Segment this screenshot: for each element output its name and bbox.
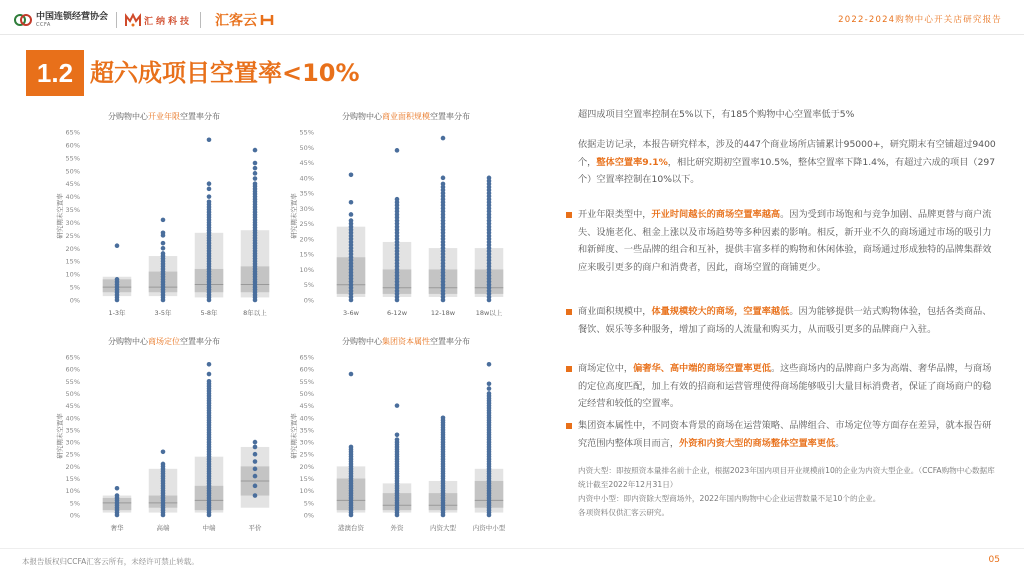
- footer-divider: [0, 548, 1024, 549]
- y-tick-label: 0%: [303, 511, 314, 520]
- chart-title-2: [342, 111, 470, 122]
- chart-capital-vacancy: [290, 349, 520, 539]
- data-point: [253, 445, 258, 450]
- y-tick-label: 60%: [65, 365, 80, 374]
- x-tick-label: 12-18w: [430, 309, 456, 317]
- y-tick-label: 50%: [299, 389, 314, 398]
- data-point: [487, 391, 492, 396]
- y-tick-label: 30%: [65, 218, 80, 227]
- data-point: [487, 381, 492, 386]
- data-point: [253, 161, 258, 166]
- data-point: [253, 440, 258, 445]
- data-point: [161, 462, 166, 467]
- report-title: 2022-2024购物中心开关店研究报告: [838, 15, 1002, 25]
- ccfa-abbr: CCFA: [36, 22, 51, 28]
- y-tick-label: 30%: [299, 204, 314, 213]
- y-tick-label: 50%: [299, 143, 314, 152]
- hky-logo: [209, 10, 274, 30]
- chart-title-post: 空置率分布: [430, 337, 470, 346]
- data-point: [253, 452, 258, 457]
- bullet-position: [578, 360, 996, 413]
- x-tick-label: 3-6w: [343, 309, 359, 317]
- chart-title-post: 空置率分布: [180, 112, 220, 121]
- paragraph-overall: [578, 136, 996, 189]
- data-point: [161, 450, 166, 455]
- huina-logo-icon: [125, 13, 141, 27]
- summary-text: 超四成项目空置率控制在5%以下，有185个购物中心空置率低于5%: [578, 109, 855, 120]
- note-large-domestic: 内资大型：即按照资本量排名前十企业，根据2023年国内项目开业规模前10的企业为内资大型企业。（CCFA购物中心数据库统计截至2022年12月31日）: [578, 466, 995, 489]
- x-tick-label: 内资中小型: [472, 524, 506, 532]
- data-point: [253, 181, 258, 186]
- chart-title-post: 空置率分布: [180, 337, 220, 346]
- bullet-text: 集团资本属性中，不同资本背景的商场在运营策略、品牌组合、市场定位等方面存在差异，就本报告研究范围内整体项目而言，: [578, 420, 992, 449]
- y-tick-label: 0%: [69, 511, 80, 520]
- y-tick-label: 20%: [299, 462, 314, 471]
- y-tick-label: 35%: [65, 206, 80, 215]
- hky-text: 汇客云: [215, 13, 258, 29]
- y-tick-label: 10%: [299, 265, 314, 274]
- hky-logo-icon: [260, 13, 274, 27]
- bullet-text: 。: [835, 437, 845, 449]
- y-tick-label: 40%: [65, 414, 80, 423]
- data-point: [253, 459, 258, 464]
- data-point: [349, 372, 354, 377]
- data-point: [207, 137, 212, 142]
- bullet-marker: [566, 366, 572, 372]
- y-tick-label: 20%: [65, 244, 80, 253]
- data-point: [115, 493, 120, 498]
- x-tick-label: 3-5年: [154, 309, 172, 317]
- data-point: [441, 136, 446, 141]
- x-tick-label: 5-8年: [200, 309, 218, 317]
- chart-title-highlight: 商业面积规模: [382, 112, 430, 121]
- y-tick-label: 55%: [65, 154, 80, 163]
- data-point: [161, 218, 166, 223]
- data-point: [207, 181, 212, 186]
- y-tick-label: 30%: [65, 438, 80, 447]
- y-tick-label: 55%: [299, 377, 314, 386]
- data-point: [207, 199, 212, 204]
- y-tick-label: 25%: [299, 220, 314, 229]
- y-tick-label: 45%: [299, 159, 314, 168]
- data-point: [207, 362, 212, 367]
- y-tick-label: 0%: [69, 296, 80, 305]
- data-point: [487, 176, 492, 181]
- data-point: [253, 467, 258, 472]
- chart-title-highlight: 商场定位: [148, 337, 180, 346]
- ccfa-name: 中国连锁经营协会: [36, 12, 109, 22]
- y-tick-label: 10%: [65, 487, 80, 496]
- data-point: [253, 493, 258, 498]
- y-tick-label: 65%: [299, 353, 314, 362]
- bullet-text: 商业面积规模中，: [578, 306, 652, 317]
- x-tick-label: 6-12w: [386, 309, 408, 317]
- y-tick-label: 25%: [65, 450, 80, 459]
- data-point: [253, 166, 258, 171]
- data-point: [207, 372, 212, 377]
- data-point: [441, 415, 446, 420]
- x-tick-label: 外资: [390, 524, 404, 532]
- chart-position-vacancy: [56, 349, 286, 539]
- huina-text: 汇纳科技: [144, 16, 193, 27]
- y-tick-label: 15%: [65, 475, 80, 484]
- bullet-highlight: 开业时间越长的商场空置率越高: [651, 209, 781, 220]
- data-point: [161, 231, 166, 236]
- y-axis-label: 研究期末空置率: [56, 193, 64, 239]
- bullet-capital: [578, 417, 996, 452]
- x-tick-label: 8年以上: [243, 309, 267, 317]
- y-tick-label: 35%: [299, 426, 314, 435]
- data-point: [395, 197, 400, 202]
- chart-title-pre: 分购物中心: [342, 337, 382, 346]
- chart-title-4: [342, 336, 470, 347]
- y-tick-label: 5%: [303, 499, 314, 508]
- x-tick-label: 高端: [156, 524, 170, 532]
- ccfa-logo: [14, 12, 108, 28]
- data-point: [487, 386, 492, 391]
- y-tick-label: 50%: [65, 167, 80, 176]
- bullet-text: 。因为受到市场饱和与竞争加剧、品牌更替与商户流失、设施老化、租金上涨以及市场趋势等多种因素的影响。相反，新开业不久的商场通过市场的吸引力和新鲜度、一些品牌的组合和互补，提供丰富多样的购物和休闲体验，商场通过形成独特的品牌集群效应来吸引更多的商户和消费者，因此，商场空置的商铺更少。: [578, 209, 992, 273]
- x-tick-label: 18w以上: [475, 309, 503, 317]
- y-tick-label: 40%: [65, 193, 80, 202]
- header-logos: [14, 9, 274, 31]
- bullet-text: 。因为能够提供一站式购物体验，包括各类商品、餐饮、娱乐等多种服务，增加了商场的人流量和购买力，从而吸引更多的品牌商户入驻。: [578, 306, 992, 335]
- y-tick-label: 55%: [299, 128, 314, 137]
- para-text: 依据走访记录，本报告研究样本，涉及的447个商业场所店铺累计95000+，研究期末有空铺超过9400个，: [578, 139, 996, 168]
- data-point: [349, 212, 354, 217]
- y-tick-label: 40%: [299, 414, 314, 423]
- chart-title-highlight: 开业年限: [148, 112, 180, 121]
- page-number: 05: [988, 555, 1000, 565]
- data-point: [207, 187, 212, 192]
- data-point: [161, 251, 166, 256]
- bullet-text: 商场定位中，: [578, 363, 634, 374]
- y-tick-label: 35%: [299, 189, 314, 198]
- y-tick-label: 20%: [299, 235, 314, 244]
- data-point: [395, 432, 400, 437]
- y-tick-label: 60%: [299, 365, 314, 374]
- x-tick-label: 港澳台资: [338, 524, 364, 532]
- x-tick-label: 平价: [248, 524, 262, 532]
- y-tick-label: 25%: [299, 450, 314, 459]
- bullet-text: 开业年限类型中，: [578, 209, 652, 220]
- data-point: [487, 362, 492, 367]
- y-tick-label: 60%: [65, 141, 80, 150]
- data-point: [349, 172, 354, 177]
- logo-divider: [200, 12, 201, 28]
- y-tick-label: 15%: [299, 250, 314, 259]
- y-tick-label: 25%: [65, 231, 80, 240]
- y-tick-label: 20%: [65, 462, 80, 471]
- data-point: [349, 200, 354, 205]
- bullet-area: [578, 303, 996, 338]
- copyright-text: 本报告版权归CCFA汇客云所有，未经许可禁止转载。: [22, 557, 199, 566]
- chart-title-pre: 分购物中心: [108, 112, 148, 121]
- y-tick-label: 45%: [65, 402, 80, 411]
- data-point: [441, 182, 446, 187]
- y-tick-label: 5%: [69, 283, 80, 292]
- x-tick-label: 中端: [202, 524, 216, 532]
- data-point: [161, 241, 166, 246]
- y-tick-label: 15%: [65, 257, 80, 266]
- y-tick-label: 10%: [65, 270, 80, 279]
- data-point: [253, 176, 258, 181]
- data-point: [115, 277, 120, 282]
- data-point: [207, 379, 212, 384]
- bullet-highlight: 偏奢华、高中端的商场空置率更低: [633, 363, 771, 374]
- y-tick-label: 45%: [299, 402, 314, 411]
- y-tick-label: 65%: [65, 353, 80, 362]
- y-tick-label: 30%: [299, 438, 314, 447]
- section-title: 超六成项目空置率<10%: [90, 59, 360, 87]
- bullet-text: 。这些商场内的品牌商户多为高端、奢华品牌，与商场的定位高度匹配，加上有效的招商和运营管理使得商场能够吸引大量目标消费者，保证了商场商户的稳定经营和较低的空置率。: [578, 363, 992, 409]
- para-highlight: 整体空置率9.1%: [596, 156, 668, 168]
- chart-title-pre: 分购物中心: [342, 112, 382, 121]
- y-tick-label: 10%: [299, 487, 314, 496]
- chart-title-post: 空置率分布: [430, 112, 470, 121]
- bullet-highlight: 体量规模较大的商场，空置率越低: [651, 306, 790, 317]
- chart-age-vacancy: [56, 124, 286, 324]
- y-tick-label: 65%: [65, 128, 80, 137]
- note-source: 各项资料仅供汇客云研究。: [578, 508, 670, 517]
- chart-title-pre: 分购物中心: [108, 337, 148, 346]
- bullet-highlight: 外资和内资大型的商场整体空置率更低: [679, 437, 836, 449]
- data-point: [253, 474, 258, 479]
- data-point: [253, 148, 258, 153]
- y-tick-label: 5%: [69, 499, 80, 508]
- section-number: 1.2: [26, 50, 84, 96]
- para-text: ，相比研究期初空置率10.5%，整体空置率下降1.4%，有超过六成的项目（297个）空置率控制在10%以下。: [578, 156, 996, 185]
- y-axis-label: 研究期末空置率: [290, 193, 298, 239]
- y-axis-label: 研究期末空置率: [56, 413, 64, 459]
- chart-title-1: [108, 111, 220, 122]
- data-point: [349, 218, 354, 223]
- data-point: [161, 246, 166, 251]
- y-tick-label: 35%: [65, 426, 80, 435]
- bullet-marker: [566, 309, 572, 315]
- x-tick-label: 1-3年: [108, 309, 126, 317]
- y-tick-label: 50%: [65, 389, 80, 398]
- logo-divider: [116, 12, 117, 28]
- chart-area-vacancy: [290, 124, 520, 324]
- data-point: [253, 484, 258, 489]
- y-tick-label: 5%: [303, 281, 314, 290]
- y-tick-label: 40%: [299, 174, 314, 183]
- chart-title-3: [108, 336, 220, 347]
- data-point: [115, 486, 120, 491]
- data-point: [207, 194, 212, 199]
- chart-title-highlight: 集团资本属性: [382, 337, 430, 346]
- header-divider: [0, 34, 1024, 35]
- data-point: [395, 148, 400, 153]
- data-point: [349, 445, 354, 450]
- y-tick-label: 15%: [299, 475, 314, 484]
- x-tick-label: 内资大型: [430, 524, 456, 532]
- bullet-marker: [566, 423, 572, 429]
- data-point: [253, 171, 258, 176]
- huina-logo: [125, 13, 192, 27]
- note-small-domestic: 内资中小型：即内资除大型商场外，2022年国内购物中心企业运营数量不足10个的企业。: [578, 494, 881, 503]
- data-point: [115, 243, 120, 248]
- bullet-age: [578, 206, 996, 276]
- y-tick-label: 55%: [65, 377, 80, 386]
- y-tick-label: 45%: [65, 180, 80, 189]
- x-tick-label: 奢华: [110, 524, 124, 532]
- ccfa-logo-icon: [14, 12, 32, 28]
- bullet-marker: [566, 212, 572, 218]
- data-point: [395, 437, 400, 442]
- y-tick-label: 0%: [303, 296, 314, 305]
- y-axis-label: 研究期末空置率: [290, 413, 298, 459]
- data-point: [395, 403, 400, 408]
- data-point: [441, 176, 446, 181]
